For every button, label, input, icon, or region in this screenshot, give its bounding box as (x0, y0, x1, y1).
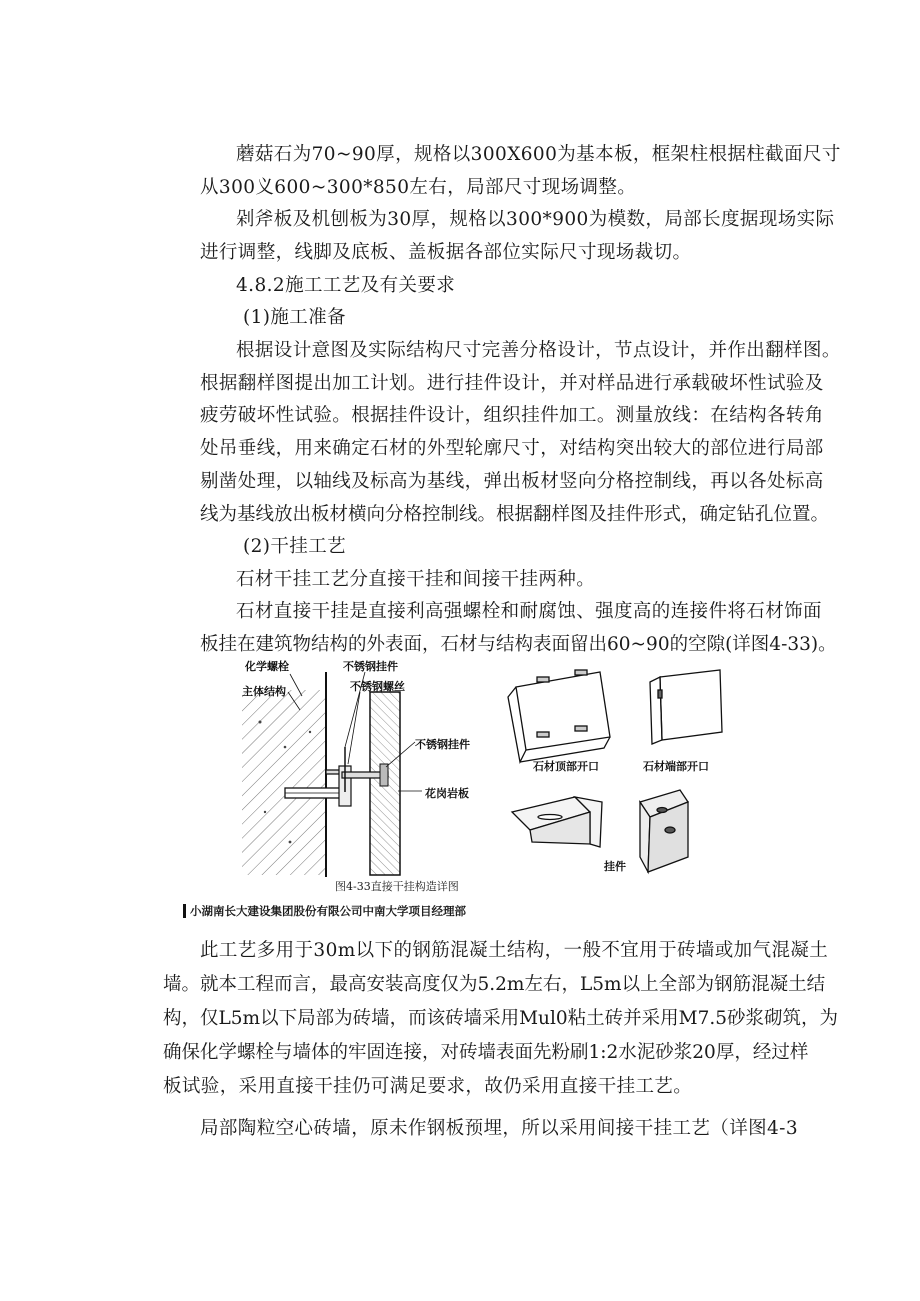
paragraph-line: 此工艺多用于30m以下的钢筋混凝土结构，一般不宜用于砖墙或加气混凝土 (200, 940, 829, 961)
label-granite-panel: 花岗岩板 (425, 787, 469, 800)
paragraph-line: 板挂在建筑物结构的外表面，石材与结构表面留出60~90的空隙(详图4-33)。 (200, 634, 837, 655)
figure-direct-hanging-detail (230, 652, 750, 897)
company-footer: 小湖南长大建设集团股份有限公司中南大学项目经理部 (183, 904, 466, 918)
label-hanger: 挂件 (604, 860, 626, 873)
paragraph-line: 局部陶粒空心砖墙，原未作钢板预埋，所以采用间接干挂工艺（详图4-3 (200, 1118, 798, 1139)
paragraph-line: 蘑菇石为70~90厚，规格以300X600为基本板，框架柱根据柱截面尺寸 (236, 144, 841, 165)
section-heading: 4.8.2施工工艺及有关要求 (236, 275, 456, 296)
construction-drawing (230, 652, 750, 897)
paragraph-line: 确保化学螺栓与墙体的牢固连接，对砖墙表面先粉刷1:2水泥砂浆20厚，经过样 (163, 1042, 809, 1063)
subsection-heading: (1)施工准备 (243, 307, 347, 328)
paragraph-line: 根据设计意图及实际结构尺寸完善分格设计，节点设计，并作出翻样图。 (236, 340, 841, 361)
label-stone-end-opening: 石材端部开口 (643, 760, 709, 773)
label-ss-hanger-top: 不锈钢挂件 (343, 660, 398, 673)
paragraph-line: 墙。就本工程而言，最高安装高度仅为5.2m左右，L5m以上全部为钢筋混凝土结 (163, 974, 826, 995)
paragraph-line: 板试验，采用直接干挂仍可满足要求，故仍采用直接干挂工艺。 (163, 1076, 693, 1097)
label-main-structure: 主体结构 (242, 685, 286, 698)
paragraph-line: 进行调整，线脚及底板、盖板据各部位实际尺寸现场裁切。 (200, 242, 692, 263)
paragraph-line: 线为基线放出板材横向分格控制线。根据翻样图及挂件形式，确定钻孔位置。 (200, 504, 830, 525)
paragraph-line: 石材干挂工艺分直接干挂和间接干挂两种。 (236, 569, 596, 590)
paragraph-line: 从300义600~300*850左右，局部尺寸现场调整。 (200, 177, 637, 198)
label-stone-top-opening: 石材顶部开口 (533, 760, 599, 773)
paragraph-line: 构，仅L5m以下局部为砖墙，而该砖墙采用Mul0粘土砖并采用M7.5砂浆砌筑，为 (163, 1008, 839, 1029)
subsection-heading: (2)干挂工艺 (243, 536, 347, 557)
paragraph-line: 石材直接干挂是直接利高强螺栓和耐腐蚀、强度高的连接件将石材饰面 (236, 601, 822, 622)
paragraph-line: 处吊垂线，用来确定石材的外型轮廓尺寸，对结构突出较大的部位进行局部 (200, 438, 824, 459)
label-chemical-bolt: 化学螺栓 (245, 660, 289, 673)
figure-caption: 图4-33直接干挂构造详图 (335, 880, 459, 893)
paragraph-line: 剁斧板及机刨板为30厚，规格以300*900为模数，局部长度据现场实际 (236, 209, 835, 230)
paragraph-line: 剔凿处理，以轴线及标高为基线，弹出板材竖向分格控制线，再以各处标高 (200, 471, 824, 492)
label-ss-screw: 不锈钢螺丝 (350, 680, 405, 693)
paragraph-line: 根据翻样图提出加工计划。进行挂件设计，并对样品进行承载破坏性试验及 (200, 373, 824, 394)
paragraph-line: 疲劳破坏性试验。根据挂件设计，组织挂件加工。测量放线：在结构各转角 (200, 405, 824, 426)
label-ss-hanger-right: 不锈钢挂件 (415, 738, 470, 751)
